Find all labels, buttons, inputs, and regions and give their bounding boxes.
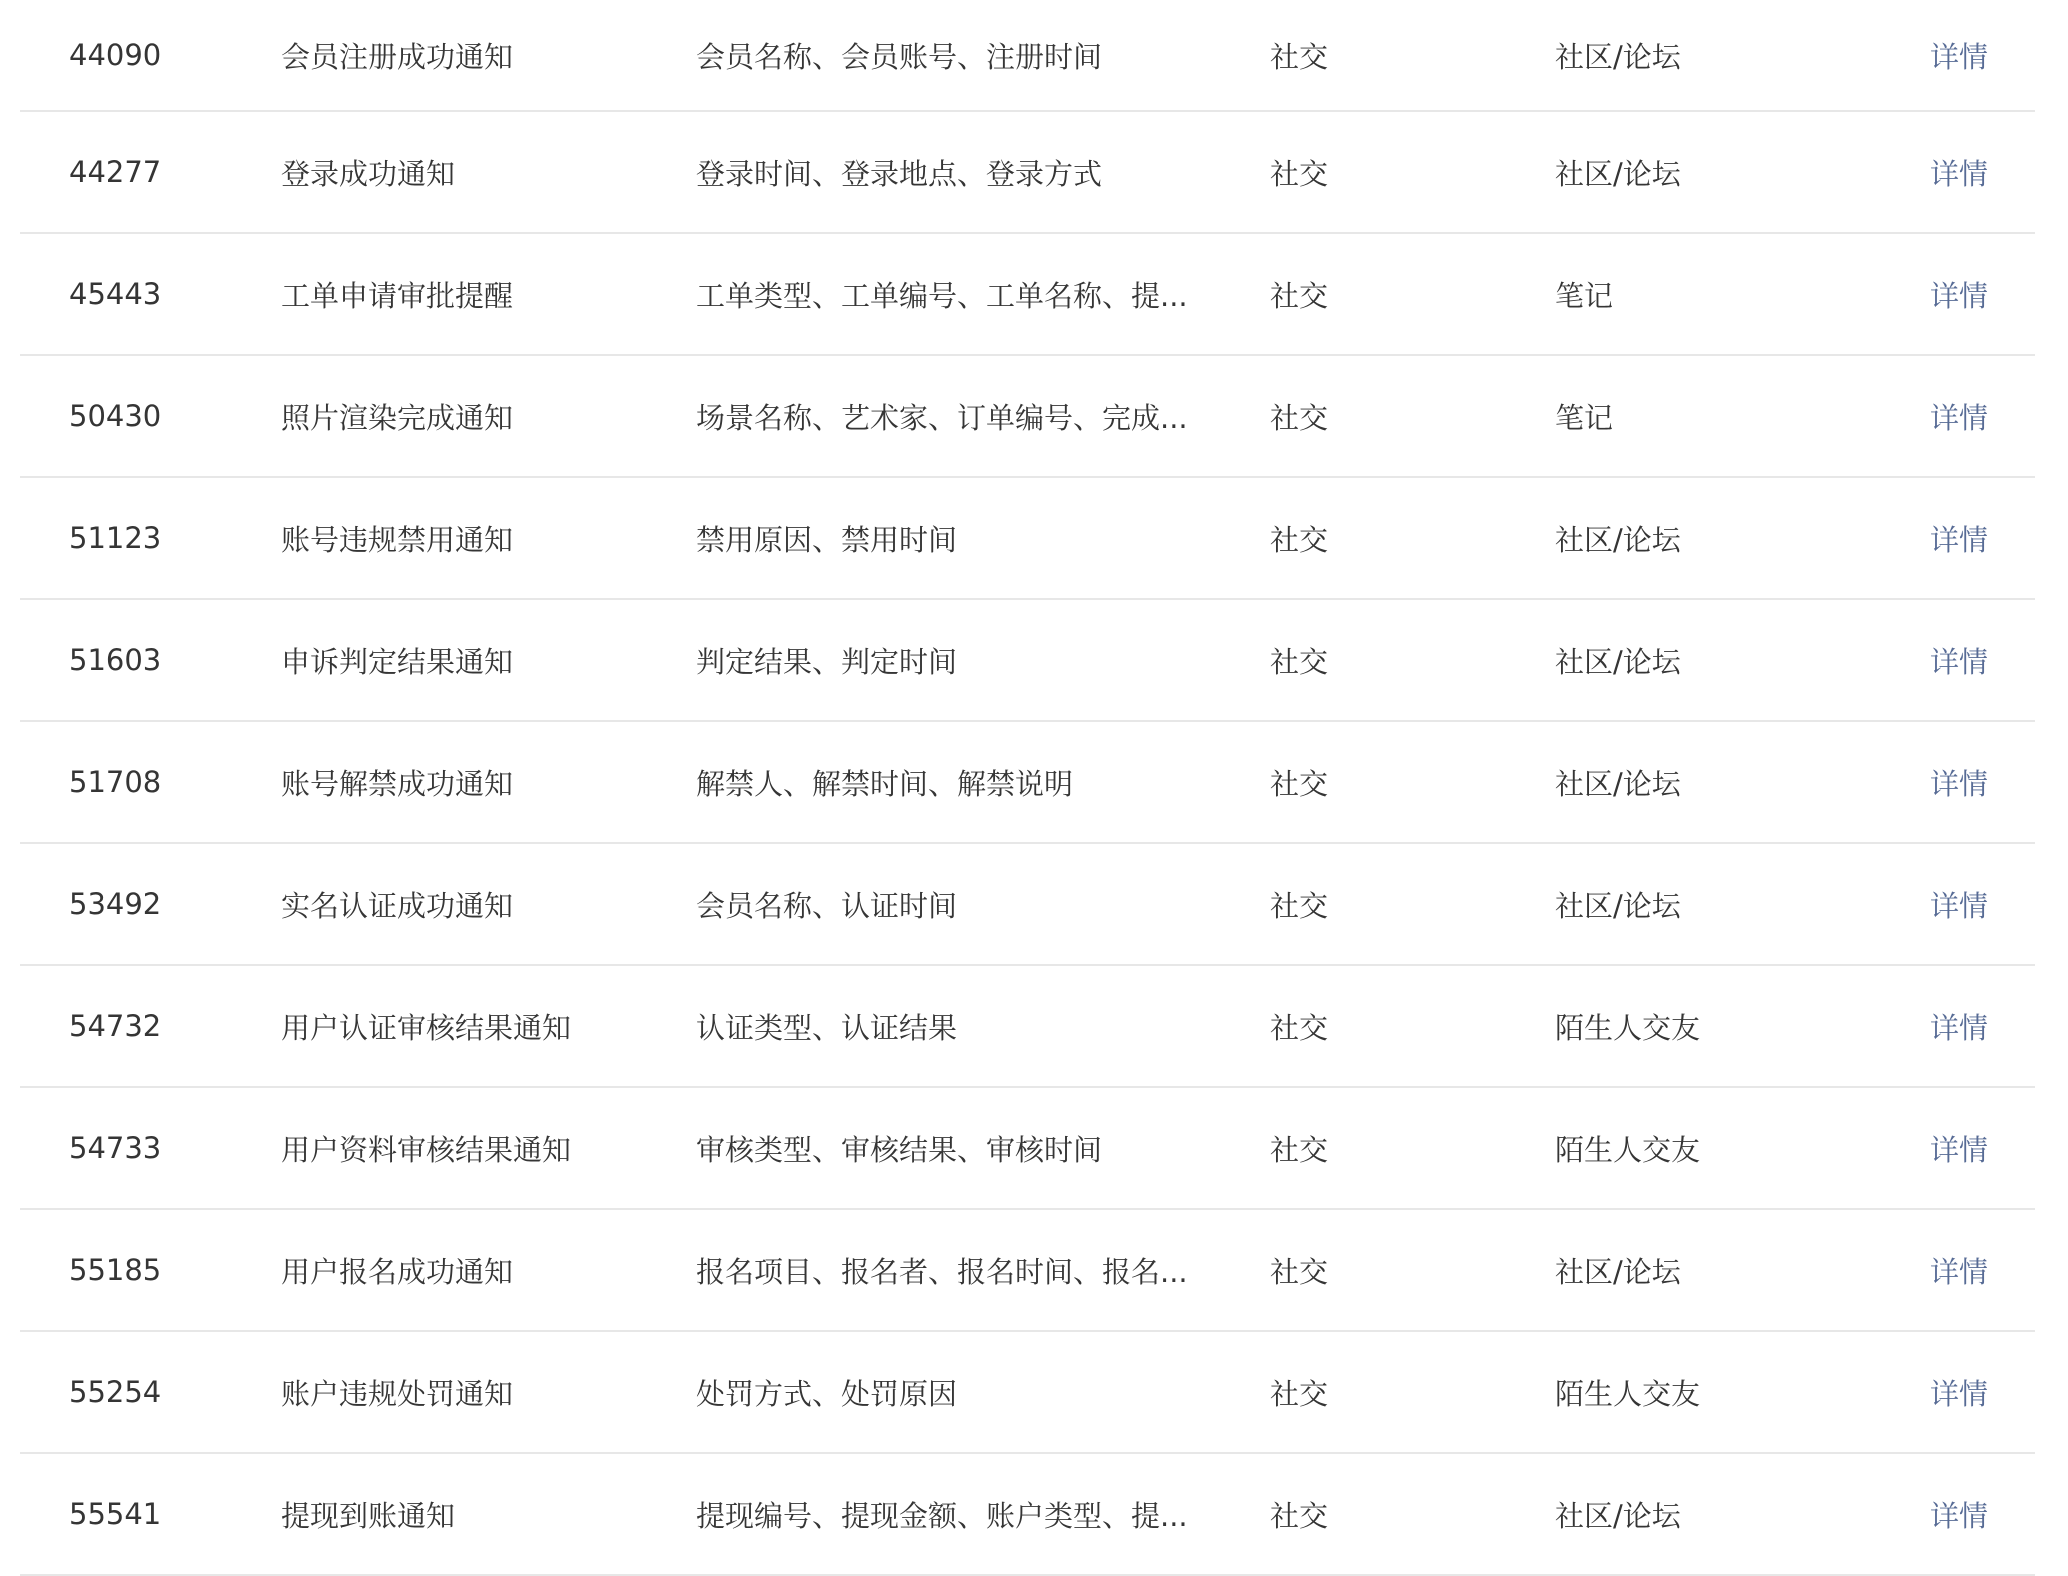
template-id: 50430 bbox=[69, 399, 162, 433]
template-industry: 社交 bbox=[1270, 39, 1329, 74]
template-industry: 社交 bbox=[1270, 766, 1329, 801]
details-link[interactable]: 详情 bbox=[1930, 1498, 1989, 1533]
template-industry: 社交 bbox=[1270, 400, 1329, 435]
table-row bbox=[20, 356, 2035, 478]
table-row bbox=[20, 966, 2035, 1088]
template-keywords: 场景名称、艺术家、订单编号、完成... bbox=[696, 400, 1188, 435]
template-keywords: 处罚方式、处罚原因 bbox=[696, 1376, 958, 1411]
details-link[interactable]: 详情 bbox=[1930, 39, 1989, 74]
template-title: 实名认证成功通知 bbox=[281, 888, 514, 923]
table-row bbox=[20, 0, 2035, 112]
template-sub-industry: 笔记 bbox=[1555, 278, 1614, 313]
details-link[interactable]: 详情 bbox=[1930, 644, 1989, 679]
template-industry: 社交 bbox=[1270, 156, 1329, 191]
template-id: 55541 bbox=[69, 1497, 162, 1531]
template-sub-industry: 陌生人交友 bbox=[1555, 1132, 1701, 1167]
template-id: 51123 bbox=[69, 521, 162, 555]
details-link[interactable]: 详情 bbox=[1930, 522, 1989, 557]
table-row bbox=[20, 600, 2035, 722]
table-row bbox=[20, 1332, 2035, 1454]
template-sub-industry: 社区/论坛 bbox=[1555, 644, 1681, 679]
template-industry: 社交 bbox=[1270, 1376, 1329, 1411]
template-industry: 社交 bbox=[1270, 888, 1329, 923]
table-row bbox=[20, 112, 2035, 234]
template-keywords: 解禁人、解禁时间、解禁说明 bbox=[696, 766, 1074, 801]
table-row bbox=[20, 844, 2035, 966]
template-sub-industry: 陌生人交友 bbox=[1555, 1376, 1701, 1411]
table-row bbox=[20, 1210, 2035, 1332]
template-id: 54733 bbox=[69, 1131, 162, 1165]
details-link[interactable]: 详情 bbox=[1930, 278, 1989, 313]
template-title: 账号解禁成功通知 bbox=[281, 766, 514, 801]
details-link[interactable]: 详情 bbox=[1930, 1132, 1989, 1167]
template-keywords: 判定结果、判定时间 bbox=[696, 644, 958, 679]
template-industry: 社交 bbox=[1270, 1254, 1329, 1289]
template-id: 54732 bbox=[69, 1009, 162, 1043]
template-sub-industry: 社区/论坛 bbox=[1555, 1254, 1681, 1289]
template-sub-industry: 社区/论坛 bbox=[1555, 888, 1681, 923]
template-table bbox=[20, 0, 2035, 1576]
template-id: 44277 bbox=[69, 155, 162, 189]
template-sub-industry: 社区/论坛 bbox=[1555, 39, 1681, 74]
template-title: 账号违规禁用通知 bbox=[281, 522, 514, 557]
template-keywords: 登录时间、登录地点、登录方式 bbox=[696, 156, 1103, 191]
template-keywords: 会员名称、认证时间 bbox=[696, 888, 958, 923]
table-row bbox=[20, 234, 2035, 356]
template-keywords: 禁用原因、禁用时间 bbox=[696, 522, 958, 557]
template-title: 工单申请审批提醒 bbox=[281, 278, 514, 313]
template-id: 55185 bbox=[69, 1253, 162, 1287]
table-row bbox=[20, 478, 2035, 600]
template-id: 44090 bbox=[69, 38, 162, 72]
template-industry: 社交 bbox=[1270, 522, 1329, 557]
template-title: 提现到账通知 bbox=[281, 1498, 456, 1533]
template-id: 51603 bbox=[69, 643, 162, 677]
details-link[interactable]: 详情 bbox=[1930, 1376, 1989, 1411]
template-keywords: 会员名称、会员账号、注册时间 bbox=[696, 39, 1103, 74]
template-title: 申诉判定结果通知 bbox=[281, 644, 514, 679]
template-id: 45443 bbox=[69, 277, 162, 311]
template-keywords: 审核类型、审核结果、审核时间 bbox=[696, 1132, 1103, 1167]
template-sub-industry: 笔记 bbox=[1555, 400, 1614, 435]
template-title: 用户报名成功通知 bbox=[281, 1254, 514, 1289]
details-link[interactable]: 详情 bbox=[1930, 1254, 1989, 1289]
template-industry: 社交 bbox=[1270, 644, 1329, 679]
template-id: 53492 bbox=[69, 887, 162, 921]
template-industry: 社交 bbox=[1270, 1010, 1329, 1045]
table-row bbox=[20, 1088, 2035, 1210]
template-sub-industry: 社区/论坛 bbox=[1555, 1498, 1681, 1533]
template-title: 会员注册成功通知 bbox=[281, 39, 514, 74]
template-industry: 社交 bbox=[1270, 1132, 1329, 1167]
template-sub-industry: 社区/论坛 bbox=[1555, 156, 1681, 191]
template-title: 账户违规处罚通知 bbox=[281, 1376, 514, 1411]
template-title: 用户资料审核结果通知 bbox=[281, 1132, 572, 1167]
details-link[interactable]: 详情 bbox=[1930, 888, 1989, 923]
template-sub-industry: 社区/论坛 bbox=[1555, 522, 1681, 557]
details-link[interactable]: 详情 bbox=[1930, 400, 1989, 435]
template-keywords: 提现编号、提现金额、账户类型、提... bbox=[696, 1498, 1188, 1533]
template-keywords: 工单类型、工单编号、工单名称、提... bbox=[696, 278, 1188, 313]
table-row bbox=[20, 1454, 2035, 1576]
details-link[interactable]: 详情 bbox=[1930, 766, 1989, 801]
template-keywords: 报名项目、报名者、报名时间、报名... bbox=[696, 1254, 1188, 1289]
template-industry: 社交 bbox=[1270, 1498, 1329, 1533]
template-id: 55254 bbox=[69, 1375, 162, 1409]
template-title: 登录成功通知 bbox=[281, 156, 456, 191]
template-id: 51708 bbox=[69, 765, 162, 799]
template-industry: 社交 bbox=[1270, 278, 1329, 313]
template-title: 用户认证审核结果通知 bbox=[281, 1010, 572, 1045]
details-link[interactable]: 详情 bbox=[1930, 1010, 1989, 1045]
template-sub-industry: 陌生人交友 bbox=[1555, 1010, 1701, 1045]
details-link[interactable]: 详情 bbox=[1930, 156, 1989, 191]
template-title: 照片渲染完成通知 bbox=[281, 400, 514, 435]
template-keywords: 认证类型、认证结果 bbox=[696, 1010, 958, 1045]
table-row bbox=[20, 722, 2035, 844]
template-sub-industry: 社区/论坛 bbox=[1555, 766, 1681, 801]
